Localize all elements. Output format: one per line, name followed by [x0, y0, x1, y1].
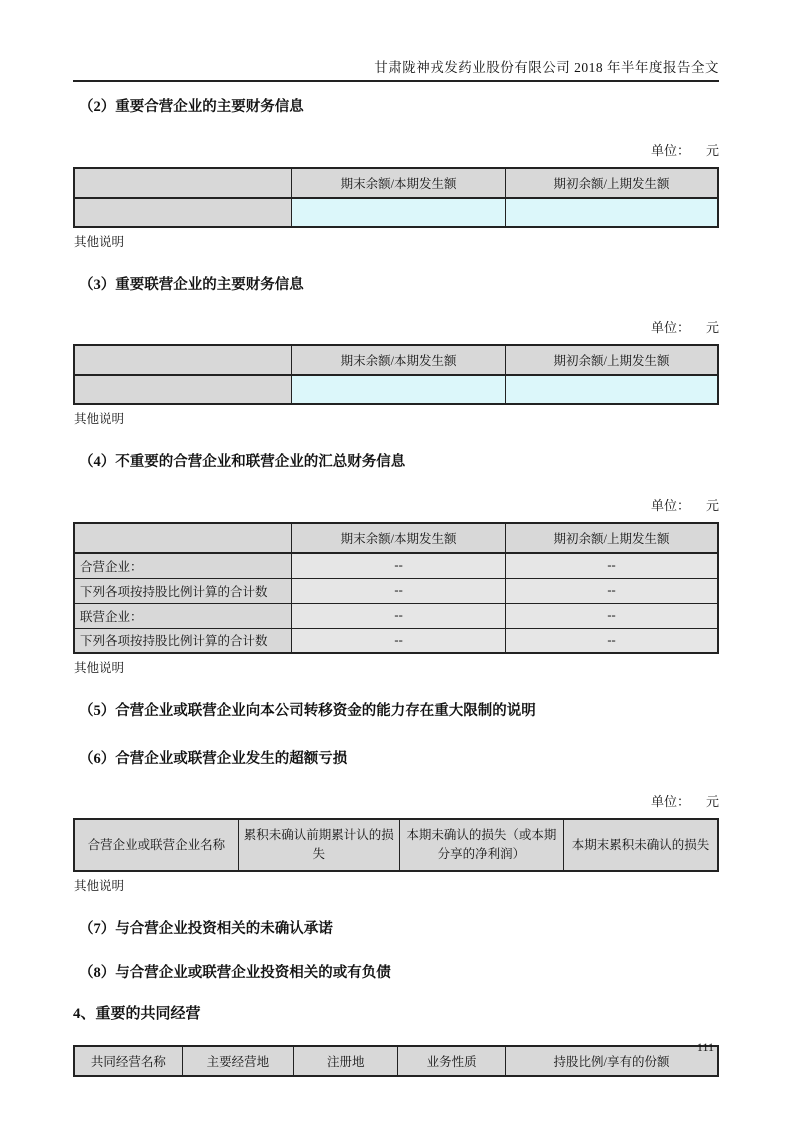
table-row [74, 198, 718, 227]
row-label: 联营企业： [74, 603, 292, 628]
unit-label: 单位： [650, 320, 690, 336]
other-note: 其他说明 [74, 661, 125, 676]
table-header-row [74, 819, 718, 871]
section-title-4: （4）不重要的合营企业和联营企业的汇总财务信息 [79, 454, 406, 471]
unit-label: 单位： [650, 794, 690, 810]
associate-financials-table [73, 344, 719, 405]
header-cell-jo-place: 主要经营地 [182, 1046, 293, 1076]
unit-label: 单位： [650, 498, 690, 514]
table-row [74, 375, 718, 404]
value-cell: -- [292, 628, 506, 653]
table-header-row [74, 523, 718, 553]
label-cell-empty [74, 198, 292, 227]
section-title-8: （8）与合营企业或联营企业投资相关的或有负债 [79, 965, 391, 982]
joint-venture-financials-table [73, 167, 719, 228]
joint-operations-table [73, 1045, 719, 1077]
page-number: 111 [696, 1040, 714, 1054]
row-label: 下列各项按持股比例计算的合计数 [74, 578, 292, 603]
header-cell-beginning: 期初余额/上期发生额 [505, 345, 718, 375]
value-cell-empty [505, 198, 718, 227]
table-header-row [74, 168, 718, 198]
header-cell-period-end-accumulated: 本期末累积未确认的损失 [563, 819, 718, 871]
table-header-row [74, 1046, 718, 1076]
header-cell-current-unrecognized: 本期未确认的损失（或本期分享的净利润） [399, 819, 563, 871]
header-cell-accumulated-prior: 累积未确认前期累计认的损失 [238, 819, 399, 871]
header-cell-ending: 期末余额/本期发生额 [292, 523, 506, 553]
label-cell-empty [74, 375, 292, 404]
section-title-7: （7）与合营企业投资相关的未确认承诺 [79, 921, 333, 938]
header-cell-jo-share: 持股比例/享有的份额 [505, 1046, 718, 1076]
unit-row-4 [73, 791, 719, 810]
header-cell-jo-registered: 注册地 [294, 1046, 398, 1076]
section-title-joint-operations: 4、重要的共同经营 [73, 1005, 201, 1022]
value-cell: -- [505, 603, 718, 628]
section-title-6: （6）合营企业或联营企业发生的超额亏损 [79, 750, 348, 767]
value-cell-empty [292, 198, 506, 227]
unit-row-3 [73, 495, 719, 514]
value-cell: -- [292, 578, 506, 603]
summary-financials-table [73, 522, 719, 654]
table-row [74, 628, 718, 653]
value-cell: -- [292, 603, 506, 628]
row-label: 合营企业： [74, 553, 292, 578]
header-cell-empty [74, 523, 292, 553]
header-cell-beginning: 期初余额/上期发生额 [505, 168, 718, 198]
unit-value: 元 [705, 498, 719, 514]
header-cell-empty [74, 345, 292, 375]
value-cell: -- [505, 553, 718, 578]
header-rule [73, 80, 719, 82]
section-title-2: （2）重要合营企业的主要财务信息 [79, 99, 304, 115]
table-row [74, 603, 718, 628]
other-note: 其他说明 [74, 412, 125, 427]
unit-label: 单位： [650, 142, 690, 158]
running-header: 甘肃陇神戎发药业股份有限公司 2018 年半年度报告全文 [374, 60, 719, 75]
excess-losses-table [73, 818, 719, 872]
header-cell-beginning: 期初余额/上期发生额 [505, 523, 718, 553]
header-cell-ending: 期末余额/本期发生额 [292, 168, 506, 198]
unit-value: 元 [705, 320, 719, 336]
row-label: 下列各项按持股比例计算的合计数 [74, 628, 292, 653]
header-cell-entity-name: 合营企业或联营企业名称 [74, 819, 238, 871]
table-header-row [74, 345, 718, 375]
value-cell: -- [505, 628, 718, 653]
value-cell-empty [292, 375, 506, 404]
unit-value: 元 [705, 794, 719, 810]
other-note: 其他说明 [74, 234, 125, 249]
section-title-5: （5）合营企业或联营企业向本公司转移资金的能力存在重大限制的说明 [79, 703, 536, 720]
header-cell-jo-business: 业务性质 [398, 1046, 506, 1076]
header-cell-jo-name: 共同经营名称 [74, 1046, 182, 1076]
value-cell: -- [292, 553, 506, 578]
other-note: 其他说明 [74, 879, 125, 894]
header-cell-empty [74, 168, 292, 198]
unit-row-1 [73, 140, 719, 159]
table-row [74, 553, 718, 578]
value-cell: -- [505, 578, 718, 603]
header-cell-ending: 期末余额/本期发生额 [292, 345, 506, 375]
value-cell-empty [505, 375, 718, 404]
section-title-3: （3）重要联营企业的主要财务信息 [79, 276, 304, 293]
unit-row-2 [73, 317, 719, 336]
table-row [74, 578, 718, 603]
unit-value: 元 [705, 142, 719, 158]
